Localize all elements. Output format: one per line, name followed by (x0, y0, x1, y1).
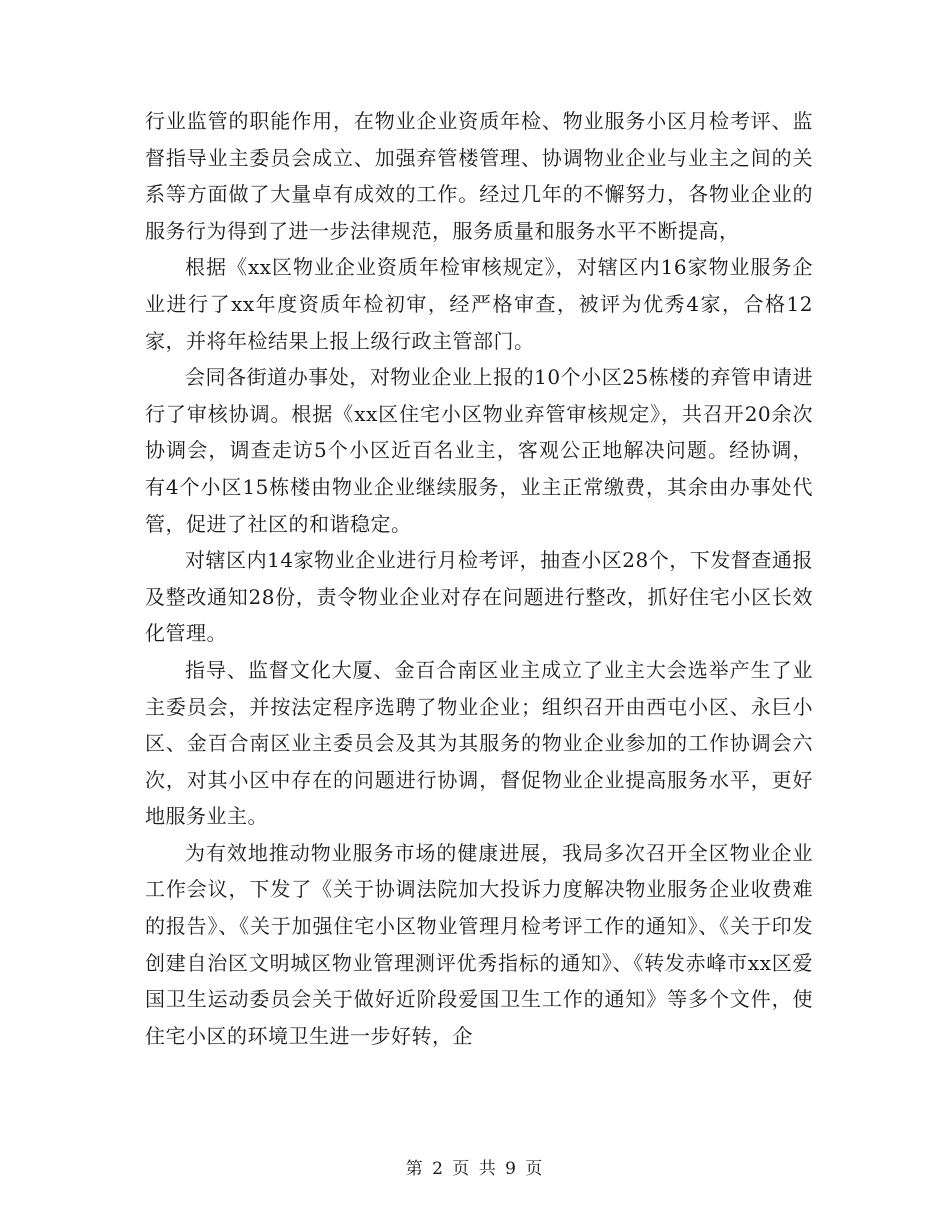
paragraph-qualification-inspection: 根据《xx区物业企业资质年检审核规定》，对辖区内16家物业服务企业进行了xx年度资质年检初审，经严格审查，被评为优秀4家，合格12家，并将年检结果上报上级行政主管部门。 (145, 255, 813, 353)
paragraph-owners-committee: 指导、监督文化大厦、金百合南区业主成立了业主大会选举产生了业主委员会，并按法定程序选聘了物业企业；组织召开由西屯小区、永巨小区、金百合南区业主委员会及其为其服务的物业企业参加的工作协调会六次，对其小区中存在的问题进行协调，督促物业企业提高服务水平，更好地服务业主。 (145, 657, 813, 829)
body-text (145, 103, 813, 1054)
page-number-footer: 第 2 页 共 9 页 (405, 1159, 545, 1179)
paragraph-market-development: 为有效地推动物业服务市场的健康进展，我局多次召开全区物业企业工作会议，下发了《关于协调法院加大投诉力度解决物业服务企业收费难的报告》、《关于加强住宅小区物业管理月检考评工作的通知》、《关于印发创建自治区文明城区物业管理测评优秀指标的通知》、《转发赤峰市xx区爱国卫生运动委员会关于做好近阶段爱国卫生工作的通知》等多个文件，使住宅小区的环境卫生进一步好转，企 (145, 840, 813, 1048)
paragraph-abandoned-buildings: 会同各街道办事处，对物业企业上报的10个小区25栋楼的弃管申请进行了审核协调。根据《xx区住宅小区物业弃管审核规定》，共召开20余次协调会，调查走访5个小区近百名业主，客观公正地解决问题。经协调，有4个小区15栋楼由物业企业继续服务，业主正常缴费，其余由办事处代管，促进了社区的和谐稳定。 (145, 365, 813, 536)
paragraph-monthly-inspection: 对辖区内14家物业企业进行月检考评，抽查小区28个，下发督查通报及整改通知28份，责令物业企业对存在问题进行整改，抓好住宅小区长效化管理。 (145, 548, 813, 646)
paragraph-continued: 行业监管的职能作用，在物业企业资质年检、物业服务小区月检考评、监督指导业主委员会成立、加强弃管楼管理、协调物业企业与业主之间的关系等方面做了大量卓有成效的工作。经过几年的不懈努力，各物业企业的服务行为得到了进一步法律规范，服务质量和服务水平不断提高， (145, 109, 813, 243)
